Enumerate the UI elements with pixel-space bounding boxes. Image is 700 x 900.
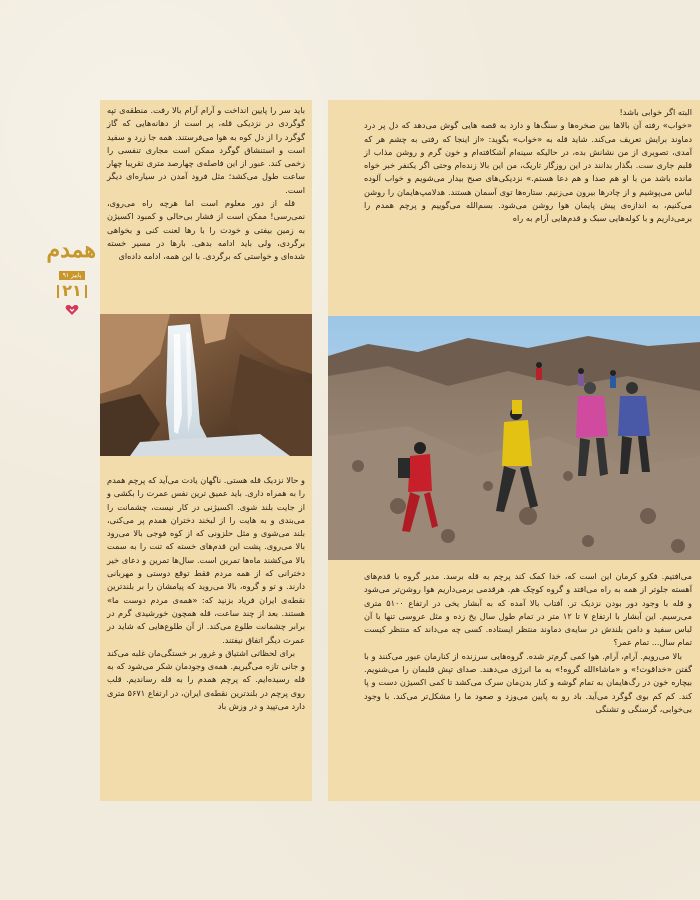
text-column-left-bottom <box>100 456 312 801</box>
paragraph: «خواب» رفته آن بالاها بین صخره‌ها و سنگ‌ها و دارد به قصه هایی گوش می‌دهد که دل پر درد دماوند برایش تعریف می‌کند. شاید قله به «خواب» بگوید: «از اینجا که رفتی به چشم هر که آمدی، تصویری از من نشانش بده، در حالیکه سینه‌ام آشکافته‌ام و خون گرم و روشن مذاب از قلبم جاری ست. بگذار بدانند در این روزگار تاریک، من این بالا زنده‌ام وحتی اگر یکنفر خبر خواه مانده باشد من با او هم صدا و هم دعا هستم.» نزدیکی‌های صبح بیدار می‌شویم و خواب آلوده لباس می‌پوشیم و از چادرها بیرون می‌زنیم. ستاره‌ها توی آسمان هستند. هدلامپ‌هایمان را روشن می‌کنیم، به اندازه‌ی پیش پایمان هوا روشن می‌شود. بسم‌الله می‌گوییم و پرچم همدم را برمی‌داریم و با کوله‌هایی سبک و قدم‌هایی آرام به راه <box>364 120 692 224</box>
issue-label: پاییز ۹۱ <box>59 271 86 280</box>
paragraph: برای لحظاتی اشتیاق و غرور بر خستگی‌مان غلبه می‌کند و جانی تازه می‌گیریم. همه‌ی وجودمان شکر می‌شود که به قله رسیده‌ایم. که پرچم همدم را به قله رساندیم. قلب روی پرچم در بلندترین نقطه‌ی ایران، در ارتفاع ۵۶۷۱ متری دارد می‌تپید و در وزش باد <box>107 647 305 712</box>
text-column-right-top <box>328 100 700 316</box>
text-column-left-top <box>100 100 312 314</box>
page-number <box>48 282 96 300</box>
logo-text: همدم <box>46 237 96 263</box>
heart-icon <box>65 302 79 316</box>
paragraph: بالا می‌رویم. آرام، آرام. هوا کمی گرم‌تر شده. گروه‌هایی سرزنده از کنارمان عبور می‌کنند و با گفتن «خداقوت!» و «ماشاءالله گروه!» به ما انرژی می‌دهند. صدای تپش قلبمان را می‌شنویم. بیچاره خون در رگ‌هایمان به تمام گوشه و کنار بدن‌مان سرک می‌کشد تا کمی اکسیژن دست و پا کند. کم کم بوی گوگرد می‌آید. باد رو به پایین می‌وزد و صعود ما را مشکل‌تر می‌کند. با وجود بی‌خوابی، گرسنگی و تشنگی <box>364 650 692 714</box>
paragraph: می‌افتیم. فکرو کرمان این است که، خدا کمک کند پرچم به قله برسد. مدیر گروه با قدم‌های آهسته جلوتر از همه به راه می‌افتد و گروه کوچک هم. هرقدمی برمی‌داریم هوا روشن‌تر می‌شود و قله با وجود دور بودن نزدیک تر. آفتاب بالا آمده که به آبشار یخی در ارتفاع ۵۱۰۰ متری می‌رسیم. این آبشار با ارتفاع ۷ تا ۱۲ متر در تمام طول سال یخ زده و مثل عروسی تنها با آن لباس سفید و دامن بلندش در سایه‌ی دماوند منتظر ایستاده. کسی چه می‌داند که منتظر کیست تمام سال... تمام عمر؟ <box>364 571 693 648</box>
page-number-text: ۲۱ <box>62 281 82 300</box>
paragraph: باید سر را پایین انداخت و آرام آرام بالا رفت. منطقه‌ی تپه گوگردی در نزدیکی قله، پر است از دهانه‌هایی که گاز گوگرد را از دل کوه به هوا می‌فرستند. همه جا زرد و سفید است و استنشاق گوگرد ممکن است مجاری تنفسی را زخمی کند. عبور از این فاصله‌ی چهارصد متری تقریبا چهار ساعت طول می‌کشد؛ مثل فرود آمدن در سیاره‌ای دیگر است. <box>107 105 305 195</box>
paragraph: قله از دور معلوم است اما هرچه راه می‌روی، نمی‌رسی! ممکن است از فشار بی‌حالی و کمبود اکسیژن به زمین بیفتی و خودت را با رها لعنت کنی و بخواهی برگردی، ولی باید ادامه بدهی. بارها در مسیر خسته شده‌ای و خواستی که برگردی. با این همه، ادامه داده‌ای <box>107 198 305 262</box>
text-column-right-bottom <box>328 560 700 801</box>
climbers-photo <box>328 316 700 560</box>
magazine-logo <box>48 238 96 328</box>
paragraph: البته اگر خوابی باشد! <box>619 107 692 117</box>
waterfall-photo <box>100 314 312 456</box>
paragraph: و حالا نزدیک قله هستی. ناگهان یادت می‌آید که پرچم همدم را به همراه داری. باید عمیق ترین نفس عمرت را بکشی و از جایت بلند شوی. اکسیژنی در کار نیست، چشمانت را می‌بندی و به هایت را از لبخند دختران همدم پر می‌کنی، بلند می‌شوی و مثل حلزونی که از کوه فوجی بالا می‌رود بالا می‌روی. پشت این قدم‌های خسته که تنت را به سمت بالا می‌کشند ماه‌ها تمرین است. سال‌ها تمرین و دعای خیر دخترانی که از همه مردم فقط توقع دوستی و مهربانی دارند. و تو و گروه، بالا می‌روید که پیامشان را بر بلندترین نقطه‌ی ایران فریاد بزنید که: «همه‌ی مردم دوست ما» هستند. بعد از چند ساعت، قله همچون خورشیدی گرم در برابر چشمانت طلوع می‌کند. از آن طلوع‌هایی که شاید در عمرت دیگر اتفاق نیفتند. <box>107 475 305 645</box>
